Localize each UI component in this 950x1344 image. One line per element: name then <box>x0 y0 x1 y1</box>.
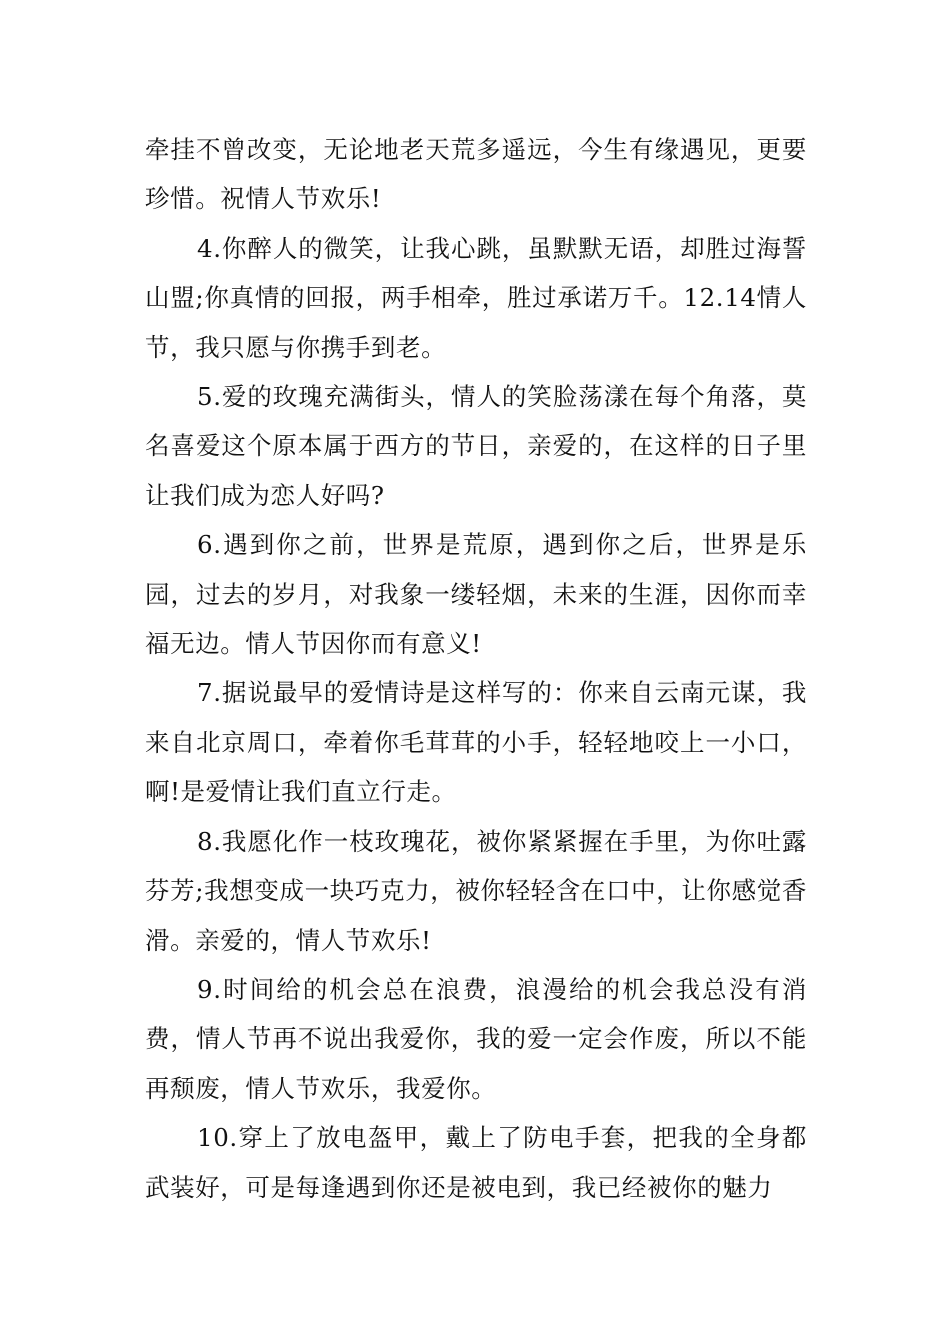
paragraph-7: 7.据说最早的爱情诗是这样写的：你来自云南元谋，我来自北京周口，牵着你毛茸茸的小手，轻轻地咬上一小口，啊!是爱情让我们直立行走。 <box>145 678 807 807</box>
paragraph-9: 9.时间给的机会总在浪费，浪漫给的机会我总没有消费，情人节再不说出我爱你，我的爱一定会作废，所以不能再颓废，情人节欢乐，我爱你。 <box>145 974 807 1103</box>
paragraph-4: 4.你醉人的微笑，让我心跳，虽默默无语，却胜过海誓山盟;你真情的回报，两手相牵，胜过承诺万千。12.14情人节，我只愿与你携手到老。 <box>145 233 807 362</box>
paragraph-continued: 牵挂不曾改变，无论地老天荒多遥远，今生有缘遇见，更要珍惜。祝情人节欢乐! <box>145 135 807 214</box>
paragraph-6: 6.遇到你之前，世界是荒原，遇到你之后，世界是乐园，过去的岁月，对我象一缕轻烟，未来的生涯，因你而幸福无边。情人节因你而有意义! <box>145 530 807 659</box>
paragraph-10: 10.穿上了放电盔甲，戴上了防电手套，把我的全身都武装好，可是每逢遇到你还是被电到，我已经被你的魅力 <box>145 1123 807 1202</box>
paragraph-5: 5.爱的玫瑰充满街头，情人的笑脸荡漾在每个角落，莫名喜爱这个原本属于西方的节日，亲爱的，在这样的日子里让我们成为恋人好吗? <box>145 382 807 510</box>
document-body <box>145 125 807 1212</box>
paragraph-8: 8.我愿化作一枝玫瑰花，被你紧紧握在手里，为你吐露芬芳;我想变成一块巧克力，被你轻轻含在口中，让你感觉香滑。亲爱的，情人节欢乐! <box>145 826 807 955</box>
